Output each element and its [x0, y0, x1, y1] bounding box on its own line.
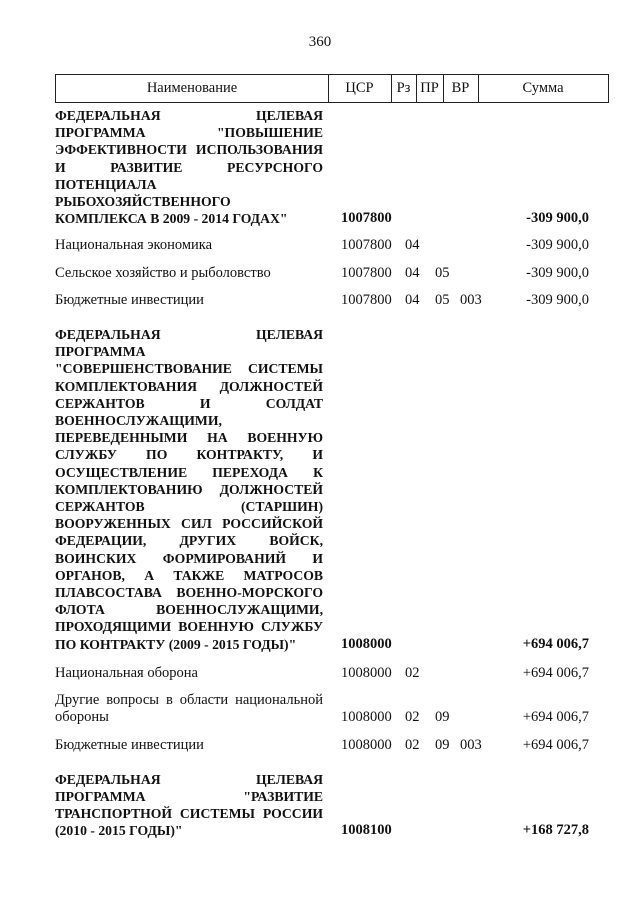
row-gap [55, 727, 609, 737]
row-vr: 003 [460, 291, 482, 308]
row-rz: 02 [405, 664, 420, 681]
row-sum: -309 900,0 [526, 264, 589, 281]
row-csr: 1007800 [341, 237, 392, 254]
column-header-csr: ЦСР [328, 75, 392, 102]
row-csr: 1008000 [341, 709, 392, 726]
row-gap [55, 754, 609, 771]
table-row [55, 107, 609, 227]
page-number: 360 [308, 34, 332, 50]
row-sum: -309 900,0 [526, 237, 589, 254]
row-name: Другие вопросы в области национальной обороны [55, 692, 323, 726]
column-header-sum: Сумма [522, 80, 564, 96]
row-rz: 04 [405, 291, 420, 308]
row-name: Бюджетные инвестиции [55, 291, 204, 308]
row-csr: 1007800 [341, 291, 392, 308]
row-pr: 05 [435, 264, 450, 281]
row-sum: +168 727,8 [522, 822, 589, 839]
table-row [55, 326, 609, 653]
column-header-pr: ПР [416, 75, 444, 102]
row-sum: -309 900,0 [526, 291, 589, 308]
column-header-name: Наименование [56, 75, 329, 102]
row-sum: +694 006,7 [522, 709, 589, 726]
row-gap [55, 282, 609, 292]
row-rz: 02 [405, 736, 420, 753]
row-sum: +694 006,7 [522, 635, 589, 652]
row-csr: 1008000 [341, 635, 392, 652]
row-sum: +694 006,7 [522, 664, 589, 681]
row-sum: +694 006,7 [522, 736, 589, 753]
row-pr: 09 [435, 736, 450, 753]
row-csr: 1007800 [341, 210, 392, 227]
row-pr: 05 [435, 291, 450, 308]
table-row [55, 265, 609, 282]
table-header [55, 74, 609, 103]
row-name: ФЕДЕРАЛЬНАЯ ЦЕЛЕВАЯ ПРОГРАММА "РАЗВИТИЕ ТРАНСПОРТНОЙ СИСТЕМЫ РОССИИ (2010 - 2015 ГОДЫ)" [55, 771, 323, 839]
row-sum: -309 900,0 [526, 210, 589, 227]
row-name: Национальная экономика [55, 237, 213, 254]
row-csr: 1007800 [341, 264, 392, 281]
row-vr: 003 [460, 736, 482, 753]
row-gap [55, 653, 609, 665]
row-rz: 04 [405, 264, 420, 281]
row-rz: 02 [405, 709, 420, 726]
row-csr: 1008100 [341, 822, 392, 839]
row-csr: 1008000 [341, 664, 392, 681]
row-name: ФЕДЕРАЛЬНАЯ ЦЕЛЕВАЯ ПРОГРАММА "ПОВЫШЕНИЕ ЭФФЕКТИВНОСТИ ИСПОЛЬЗОВАНИЯ И РАЗВИТИЕ РЕСУРСНОГО ПОТЕНЦИАЛА РЫБОХОЗЯЙСТВЕННОГО КОМПЛЕКСА В 2009 - 2014 ГОДАХ" [55, 108, 323, 227]
table-row [55, 237, 609, 254]
row-gap [55, 255, 609, 265]
row-rz: 04 [405, 237, 420, 254]
table-row [55, 665, 609, 682]
row-gap [55, 227, 609, 237]
row-name: Сельское хозяйство и рыболовство [55, 264, 271, 281]
table-row [55, 737, 609, 754]
row-pr: 09 [435, 709, 450, 726]
row-gap [55, 309, 609, 326]
row-name: Бюджетные инвестиции [55, 736, 204, 753]
row-name: Национальная оборона [55, 664, 198, 681]
row-csr: 1008000 [341, 736, 392, 753]
column-header-vr: ВР [443, 75, 479, 102]
row-gap [55, 682, 609, 692]
table-row [55, 771, 609, 840]
table-body [55, 107, 609, 840]
table-row [55, 292, 609, 309]
column-header-rz: Рз [391, 75, 417, 102]
row-name: ФЕДЕРАЛЬНАЯ ЦЕЛЕВАЯ ПРОГРАММА "СОВЕРШЕНСТВОВАНИЕ СИСТЕМЫ КОМПЛЕКТОВАНИЯ ДОЛЖНОСТЕЙ СЕРЖАНТОВ И СОЛДАТ ВОЕННОСЛУЖАЩИМИ, ПЕРЕВЕДЕННЫМИ НА ВОЕННУЮ СЛУЖБУ ПО КОНТРАКТУ, И ОСУЩЕСТВЛЕНИЕ ПЕРЕХОДА К КОМПЛЕКТОВАНИЮ ДОЛЖНОСТЕЙ СЕРЖАНТОВ (СТАРШИН) ВООРУЖЕННЫХ СИЛ РОССИЙСКОЙ ФЕДЕРАЦИИ, ДРУГИХ ВОЙСК, ВОИНСКИХ ФОРМИРОВАНИЙ И ОРГАНОВ, А ТАКЖЕ МАТРОСОВ ПЛАВСОСТАВА ВОЕННО-МОРСКОГО ФЛОТА ВОЕННОСЛУЖАЩИМИ, ПРОХОДЯЩИМИ ВОЕННУЮ СЛУЖБУ ПО КОНТРАКТУ (2009 - 2015 ГОДЫ)" [55, 327, 323, 652]
table-row [55, 692, 609, 726]
